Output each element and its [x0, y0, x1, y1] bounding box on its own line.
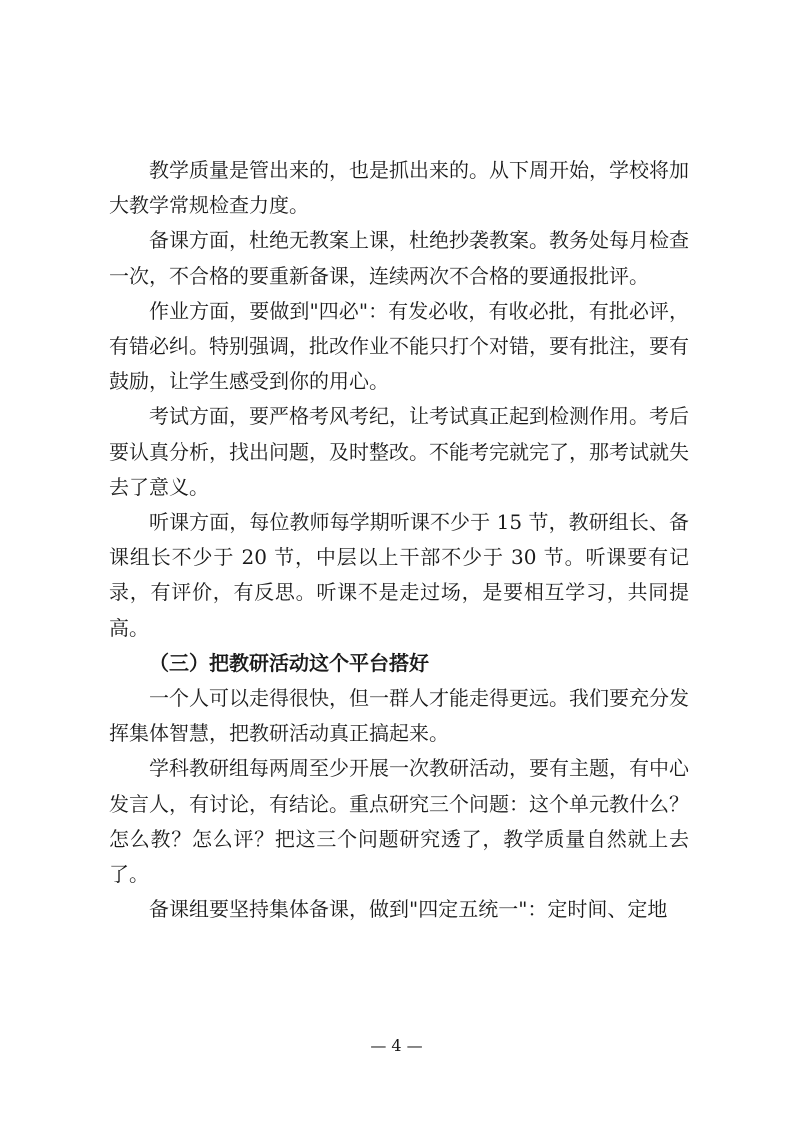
paragraph-collective-wisdom: 一个人可以走得很快，但一群人才能走得更远。我们要充分发挥集体智慧，把教研活动真正搞起来。	[109, 686, 689, 746]
paragraph-exams: 考试方面，要严格考风考纪，让考试真正起到检测作用。考后要认真分析，找出问题，及时整改。不能考完就完了，那考试就失去了意义。	[109, 404, 689, 499]
section-heading: （三）把教研活动这个平台搭好	[149, 650, 429, 675]
paragraph-homework: 作业方面，要做到"四必"：有发必收，有收必批，有批必评，有错必纠。特别强调，批改作业不能只打个对错，要有批注，要有鼓励，让学生感受到你的用心。	[109, 298, 689, 394]
document-body	[109, 153, 689, 927]
paragraph-collective-prep: 备课组要坚持集体备课，做到"四定五统一"：定时间、定地	[149, 897, 668, 922]
paragraph-teaching-quality: 教学质量是管出来的，也是抓出来的。从下周开始，学校将加大教学常规检查力度。	[109, 158, 689, 218]
paragraph-research-group: 学科教研组每两周至少开展一次教研活动，要有主题，有中心发言人，有讨论，有结论。重点研究三个问题：这个单元教什么？怎么教？怎么评？把这三个问题研究透了，教学质量自然就上去了。	[109, 756, 689, 887]
paragraph-lesson-prep: 备课方面，杜绝无教案上课，杜绝抄袭教案。教务处每月检查一次，不合格的要重新备课，连续两次不合格的要通报批评。	[109, 228, 689, 288]
page-number: — 4 —	[370, 1036, 423, 1055]
paragraph-lesson-observation: 听课方面，每位教师每学期听课不少于 15 节，教研组长、备课组长不少于 20 节，中层以上干部不少于 30 节。听课要有记录，有评价，有反思。听课不是走过场，是要相互学习，共同提高。	[109, 510, 689, 640]
